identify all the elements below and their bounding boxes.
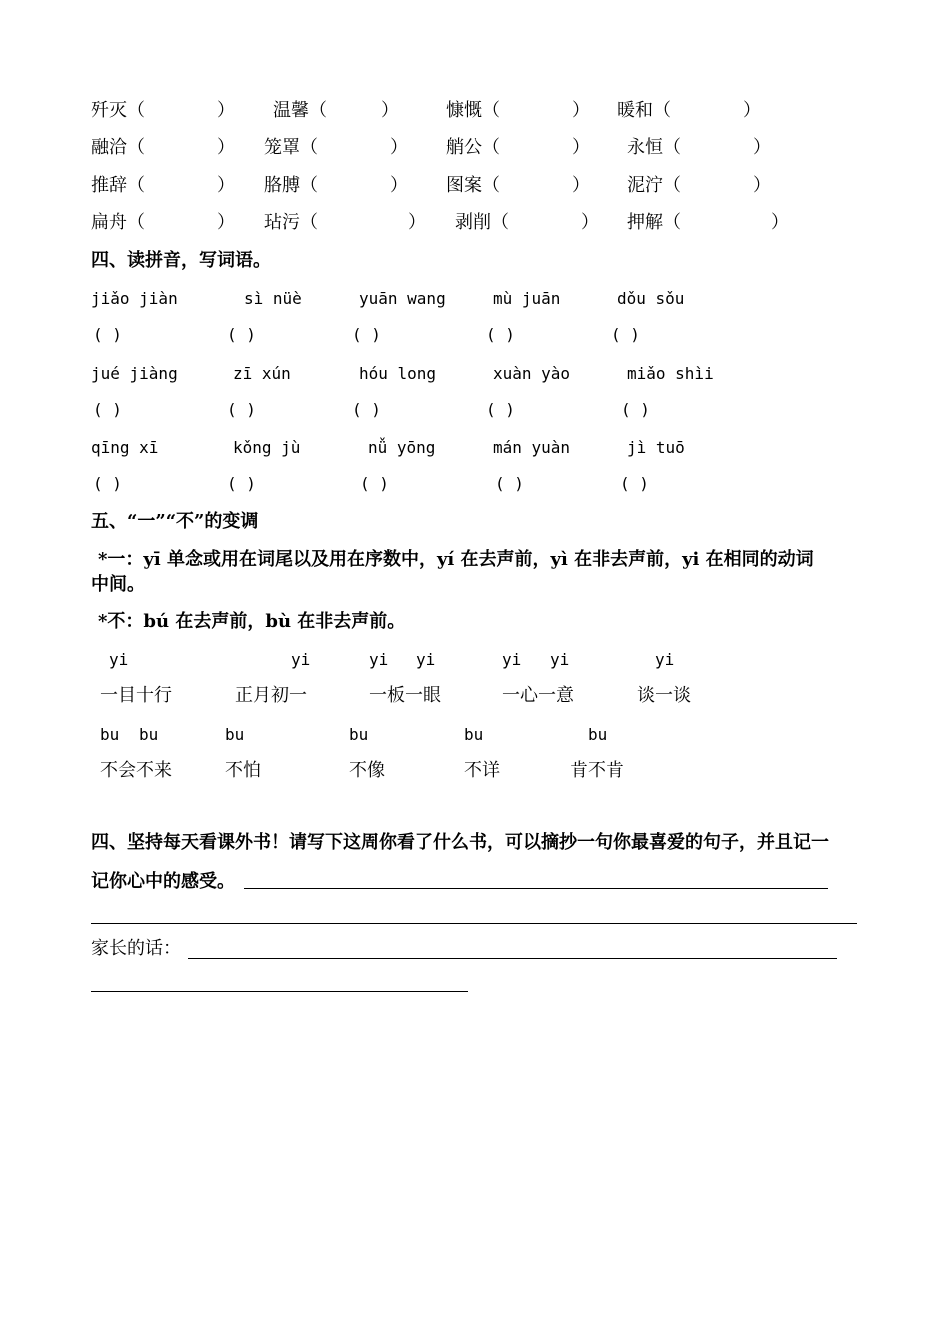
pinyin-item: dǒu sǒu	[617, 289, 685, 308]
word-item: 泥泞（ ）	[627, 175, 771, 196]
answer-blank: ( )	[620, 474, 649, 493]
tone-mark: bu	[225, 725, 245, 744]
writing-line[interactable]	[91, 923, 857, 924]
word-item: 玷污（ ）	[264, 212, 426, 233]
writing-line[interactable]	[244, 888, 828, 889]
pinyin-item: mù juān	[493, 289, 561, 308]
answer-blank: ( )	[227, 474, 256, 493]
tone-mark: yi	[109, 650, 129, 669]
answer-blank: ( )	[621, 400, 650, 419]
writing-line[interactable]	[91, 991, 468, 992]
tone-mark: yi	[550, 650, 570, 669]
example-word: 不详	[464, 760, 500, 781]
word-item: 扁舟（ ）	[91, 212, 235, 233]
word-item: 歼灭（ ）	[91, 100, 235, 121]
answer-blank: ( )	[486, 325, 515, 344]
answer-blank: ( )	[93, 474, 122, 493]
example-word: 一目十行	[100, 685, 172, 706]
pinyin-item: sì nüè	[244, 289, 302, 308]
pinyin-item: kǒng jù	[233, 438, 301, 457]
tone-mark: bu	[464, 725, 484, 744]
word-item: 押解（ ）	[627, 212, 789, 233]
pinyin-item: nǚ yōng	[368, 438, 436, 457]
answer-blank: ( )	[352, 400, 381, 419]
tone-mark: yi	[369, 650, 389, 669]
word-item: 胳膊（ ）	[264, 175, 408, 196]
answer-blank: ( )	[486, 400, 515, 419]
answer-blank: ( )	[611, 325, 640, 344]
pinyin-item: zī xún	[233, 364, 291, 383]
tone-mark: yi	[502, 650, 522, 669]
pinyin-item: qīng xī	[91, 438, 159, 457]
rule-text: *不：bú 在去声前，bù 在非去声前。	[98, 611, 406, 632]
pinyin-item: xuàn yào	[493, 364, 571, 383]
section-heading: 五、“一”“不”的变调	[91, 511, 259, 532]
example-word: 不像	[349, 760, 385, 781]
pinyin-item: jì tuō	[627, 438, 685, 457]
example-word: 一板一眼	[369, 685, 441, 706]
rule-text: *一：yī 单念或用在词尾以及用在序数中，yí 在去声前，yì 在非去声前，yi 在相同的动词	[98, 549, 814, 570]
answer-blank: ( )	[227, 325, 256, 344]
word-item: 融洽（ ）	[91, 137, 235, 158]
word-item: 推辞（ ）	[91, 175, 235, 196]
word-item: 剥削（ ）	[455, 212, 599, 233]
rule-text: 中间。	[91, 574, 145, 595]
answer-blank: ( )	[93, 325, 122, 344]
pinyin-item: jiǎo jiàn	[91, 289, 178, 308]
word-item: 温馨（ ）	[273, 100, 399, 121]
section-heading: 四、读拼音，写词语。	[91, 250, 271, 271]
pinyin-item: hóu long	[359, 364, 437, 383]
tone-mark: bu	[588, 725, 608, 744]
tone-mark: yi	[416, 650, 436, 669]
pinyin-item: mán yuàn	[493, 438, 571, 457]
example-word: 谈一谈	[637, 685, 691, 706]
example-word: 不怕	[225, 760, 261, 781]
answer-blank: ( )	[495, 474, 524, 493]
example-word: 肯不肯	[570, 760, 624, 781]
pinyin-item: jué jiàng	[91, 364, 178, 383]
tone-mark: yi	[655, 650, 675, 669]
tone-mark: bu	[100, 725, 120, 744]
tone-mark: yi	[291, 650, 311, 669]
reading-task-text: 记你心中的感受。	[91, 871, 235, 892]
parent-comment-label: 家长的话：	[91, 938, 181, 959]
word-item: 艄公（ ）	[446, 137, 590, 158]
pinyin-item: miǎo shìi	[627, 364, 714, 383]
word-item: 暖和（ ）	[617, 100, 761, 121]
word-item: 图案（ ）	[446, 175, 590, 196]
answer-blank: ( )	[93, 400, 122, 419]
answer-blank: ( )	[352, 325, 381, 344]
example-word: 不会不来	[100, 760, 172, 781]
reading-task-text: 四、坚持每天看课外书！请写下这周你看了什么书，可以摘抄一句你最喜爱的句子，并且记一	[91, 832, 829, 853]
writing-line[interactable]	[188, 958, 837, 959]
tone-mark: bu	[139, 725, 159, 744]
answer-blank: ( )	[360, 474, 389, 493]
word-item: 笼罩（ ）	[264, 137, 408, 158]
word-item: 永恒（ ）	[627, 137, 771, 158]
tone-mark: bu	[349, 725, 369, 744]
example-word: 一心一意	[502, 685, 574, 706]
answer-blank: ( )	[227, 400, 256, 419]
pinyin-item: yuān wang	[359, 289, 446, 308]
word-item: 慷慨（ ）	[446, 100, 590, 121]
example-word: 正月初一	[235, 685, 307, 706]
